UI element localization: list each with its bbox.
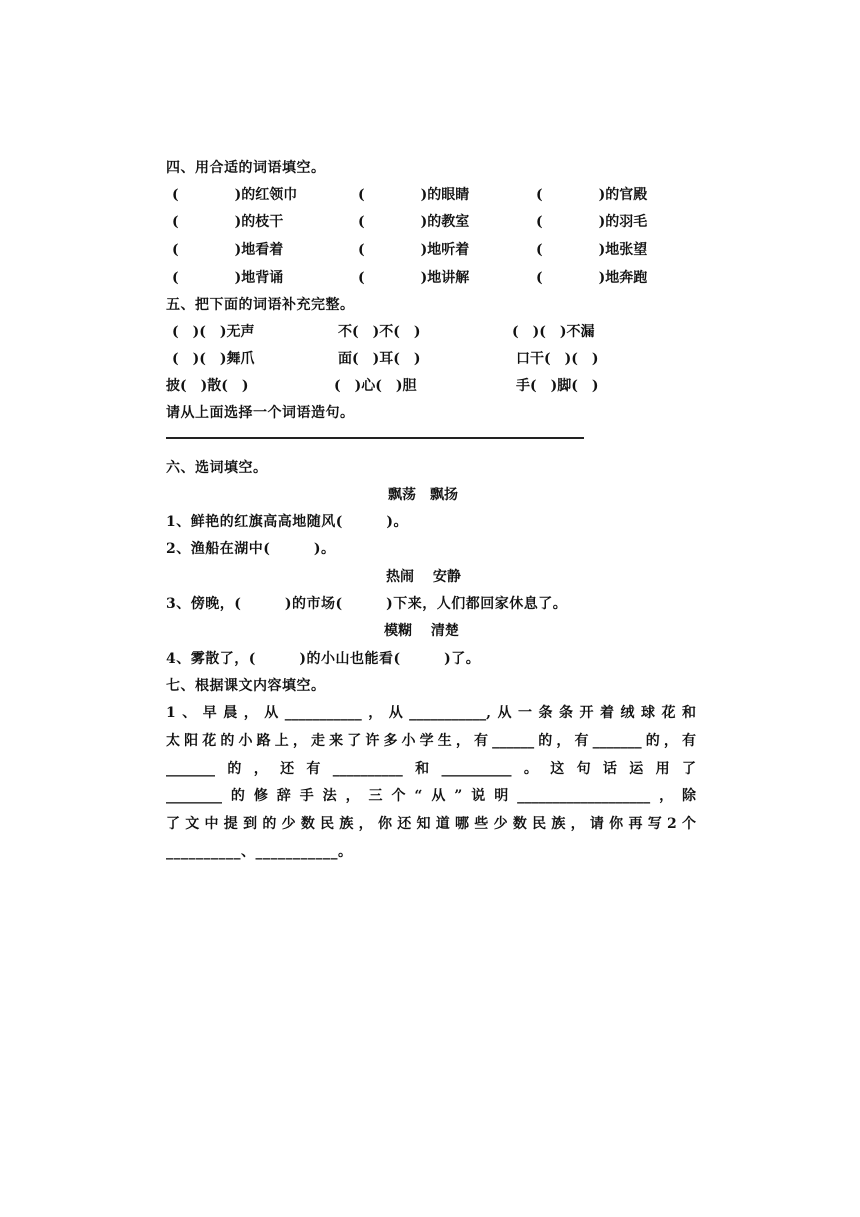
blank-phrase: ( )的枝干 — [172, 214, 284, 230]
section-6-title: 六、选词填空。 — [166, 460, 268, 476]
idiom-blank: 披( )散( ) — [166, 378, 249, 394]
idiom-blank: 口干( )( ) — [516, 351, 599, 367]
question-item: 4、雾散了，( )的小山也能看( )了。 — [166, 651, 481, 667]
word-options: 飘荡 飘扬 — [388, 487, 458, 503]
sentence-instruction: 请从上面选择一个词语造句。 — [166, 405, 355, 421]
section-4-title: 四、用合适的词语填空。 — [166, 160, 326, 176]
section-7-title: 七、根据课文内容填空。 — [166, 678, 326, 694]
blank-phrase: ( )地张望 — [536, 242, 648, 258]
word-options: 模糊 清楚 — [384, 623, 459, 639]
idiom-blank: 不( )不( ) — [338, 324, 421, 340]
section-5-title: 五、把下面的词语补充完整。 — [166, 297, 355, 313]
answer-line — [166, 437, 584, 439]
paragraph-line: ________的修辞手法，三个“从”说明___________________，除 — [166, 788, 696, 804]
blank-phrase: ( )的官殿 — [536, 187, 648, 203]
idiom-blank: 面( )耳( ) — [338, 351, 421, 367]
blank-phrase: ( )地讲解 — [358, 270, 470, 286]
blank-phrase: ( )的教室 — [358, 214, 470, 230]
paragraph-line: 了文中提到的少数民族，你还知道哪些少数民族，请你再写2个 — [166, 816, 696, 832]
paragraph-line: 1、早晨，从___________，从___________,从一条条开着绒球花和 — [166, 705, 696, 721]
paragraph-line: __________、___________。 — [166, 844, 353, 860]
blank-phrase: ( )的羽毛 — [536, 214, 648, 230]
idiom-blank: ( )( )无声 — [172, 324, 255, 340]
idiom-blank: ( )心( )胆 — [334, 378, 417, 394]
idiom-blank: ( )( )不漏 — [512, 324, 595, 340]
paragraph-line: _______的，还有__________和__________。这句话运用了 — [166, 761, 696, 777]
question-item: 3、傍晚，( )的市场( )下来，人们都回家休息了。 — [166, 596, 568, 612]
blank-phrase: ( )地奔跑 — [536, 270, 648, 286]
paragraph-line: 太阳花的小路上，走来了许多小学生，有______的，有_______的，有 — [166, 733, 696, 749]
idiom-blank: ( )( )舞爪 — [172, 351, 255, 367]
blank-phrase: ( )地看着 — [172, 242, 284, 258]
question-item: 1、鲜艳的红旗高高地随风( )。 — [166, 514, 408, 530]
word-options: 热闹 安静 — [386, 569, 461, 585]
idiom-blank: 手( )脚( ) — [516, 378, 599, 394]
blank-phrase: ( )地听着 — [358, 242, 470, 258]
blank-phrase: ( )的眼睛 — [358, 187, 470, 203]
question-item: 2、渔船在湖中( )。 — [166, 541, 336, 557]
blank-phrase: ( )地背诵 — [172, 270, 284, 286]
blank-phrase: ( )的红领巾 — [172, 187, 298, 203]
